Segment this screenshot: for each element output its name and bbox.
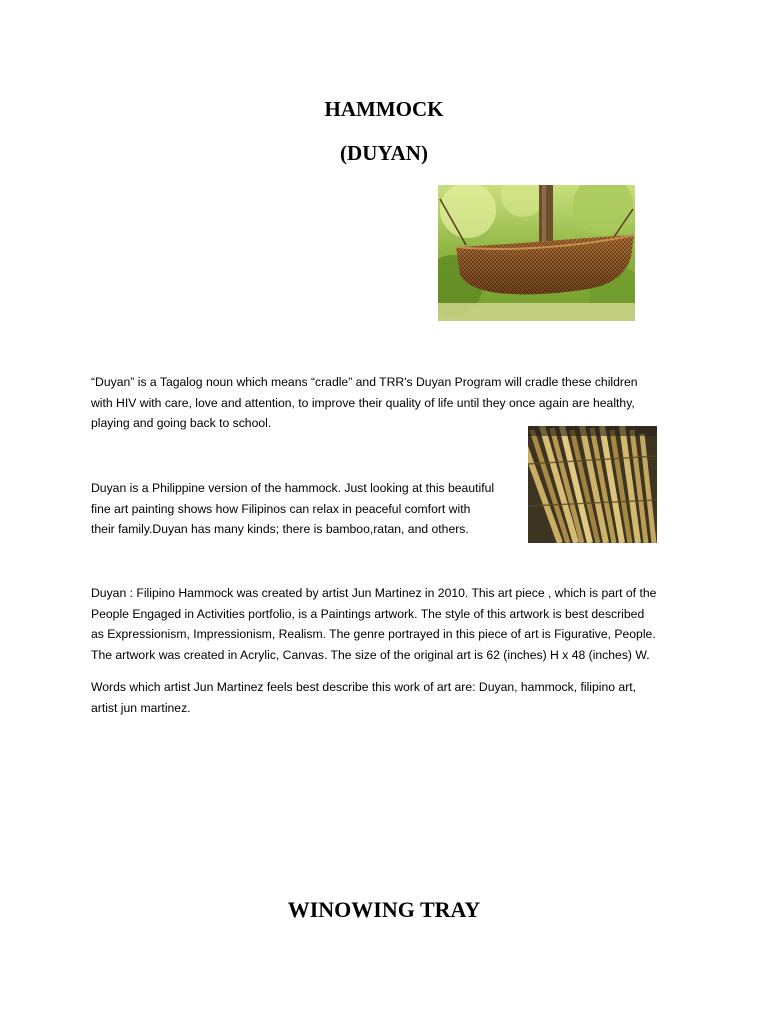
section-title-hammock: HAMMOCK — [324, 97, 444, 121]
artwork-description-paragraph — [91, 583, 691, 665]
section-title-winowing-tray: WINOWING TRAY — [287, 897, 481, 922]
paragraph-line: playing and going back to school. — [91, 416, 272, 430]
duyan-definition-paragraph — [91, 372, 691, 434]
bamboo-photo — [528, 426, 657, 543]
paragraph-line: artist jun martinez. — [91, 700, 191, 715]
philippine-hammock-paragraph — [91, 478, 521, 540]
hammock-photo — [438, 185, 635, 321]
section-subtitle-duyan: (DUYAN) — [340, 141, 428, 165]
paragraph-line: The artwork was created in Acrylic, Canvas. The size of the original art is 62 (inches) H x 48 (inches) W. — [91, 647, 650, 662]
paragraph-line: Duyan is a Philippine version of the hammock. Just looking at this beautiful — [91, 481, 495, 495]
paragraph-line: Words which artist Jun Martinez feels best describe this work of art are: Duyan, hammock, filipino art, — [91, 680, 637, 694]
paragraph-line: “Duyan” is a Tagalog noun which means “cradle” and TRR's Duyan Program will cradle these children — [91, 375, 638, 389]
paragraph-line: their family.Duyan has many kinds; there is bamboo,ratan, and others. — [91, 522, 469, 536]
paragraph-line: as Expressionism, Impressionism, Realism. The genre portrayed in this piece of art is Figurative, People. — [91, 627, 656, 641]
artist-keywords-paragraph — [91, 677, 691, 718]
paragraph-line: People Engaged in Activities portfolio, is a Paintings artwork. The style of this artwork is best described — [91, 606, 645, 621]
paragraph-line: with HIV with care, love and attention, to improve their quality of life until they once again are healthy, — [91, 395, 635, 410]
paragraph-line: Duyan : Filipino Hammock was created by artist Jun Martinez in 2010. This art piece , which is part of the — [91, 586, 657, 600]
paragraph-line: fine art painting shows how Filipinos can relax in peaceful comfort with — [91, 501, 471, 516]
